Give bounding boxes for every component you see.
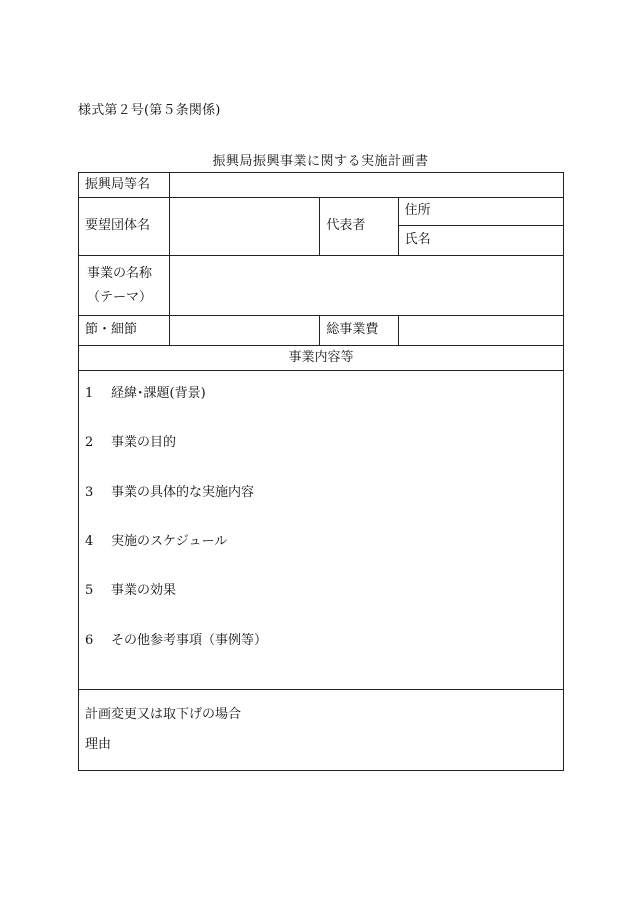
total-cost-field[interactable] (398, 316, 563, 346)
content-item-text: 事業の目的 (111, 435, 177, 451)
content-item-schedule (85, 530, 557, 579)
name-label: 氏名 (404, 232, 431, 248)
project-name-label-line1: 事業の名称 (87, 265, 153, 281)
content-item-details (85, 481, 557, 530)
content-item-text: 事業の効果 (111, 583, 177, 599)
representative-label: 代表者 (320, 198, 398, 256)
content-item-number: 2 (85, 435, 94, 451)
section-field[interactable] (169, 316, 320, 346)
change-reason-field[interactable] (79, 690, 564, 771)
content-item-text: その他参考事項（事例等） (111, 632, 268, 648)
content-row (79, 371, 564, 690)
project-name-label-line2: （テーマ） (87, 289, 153, 305)
content-field[interactable] (79, 371, 564, 690)
content-item-purpose (85, 431, 557, 480)
content-item-other (85, 629, 557, 678)
section-cost-row (79, 316, 564, 346)
bureau-field[interactable] (169, 173, 564, 198)
content-item-text: 実施のスケジュール (111, 534, 228, 549)
content-item-text: 経緯･課題(背景) (111, 385, 206, 401)
project-name-label (79, 256, 170, 316)
content-item-number: 4 (85, 534, 94, 549)
content-item-background (85, 382, 557, 431)
content-item-number: 6 (85, 632, 94, 648)
name-cell[interactable] (398, 226, 563, 256)
content-item-number: 3 (85, 484, 94, 500)
address-label: 住所 (404, 203, 431, 219)
section-label: 節・細節 (79, 316, 170, 346)
change-row (79, 690, 564, 771)
content-item-text: 事業の具体的な実施内容 (111, 484, 255, 500)
project-name-row (79, 256, 564, 316)
group-label: 要望団体名 (79, 198, 170, 256)
content-item-number: 5 (85, 583, 94, 599)
reason-label: 理由 (85, 737, 112, 752)
group-row (79, 198, 564, 226)
bureau-label: 振興局等名 (79, 173, 170, 198)
total-cost-label: 総事業費 (320, 316, 398, 346)
group-field[interactable] (169, 198, 320, 256)
content-item-number: 1 (85, 385, 94, 401)
document-title: 振興局振興事業に関する実施計画書 (212, 154, 429, 169)
change-label: 計画変更又は取下げの場合 (85, 707, 242, 722)
content-header-row (79, 346, 564, 371)
project-name-field[interactable] (169, 256, 564, 316)
address-cell[interactable] (398, 198, 563, 226)
plan-form-table (78, 172, 564, 771)
content-item-effect (85, 579, 557, 628)
form-number: 様式第２号(第５条関係) (78, 103, 221, 118)
bureau-row (79, 173, 564, 198)
content-header: 事業内容等 (79, 346, 564, 371)
